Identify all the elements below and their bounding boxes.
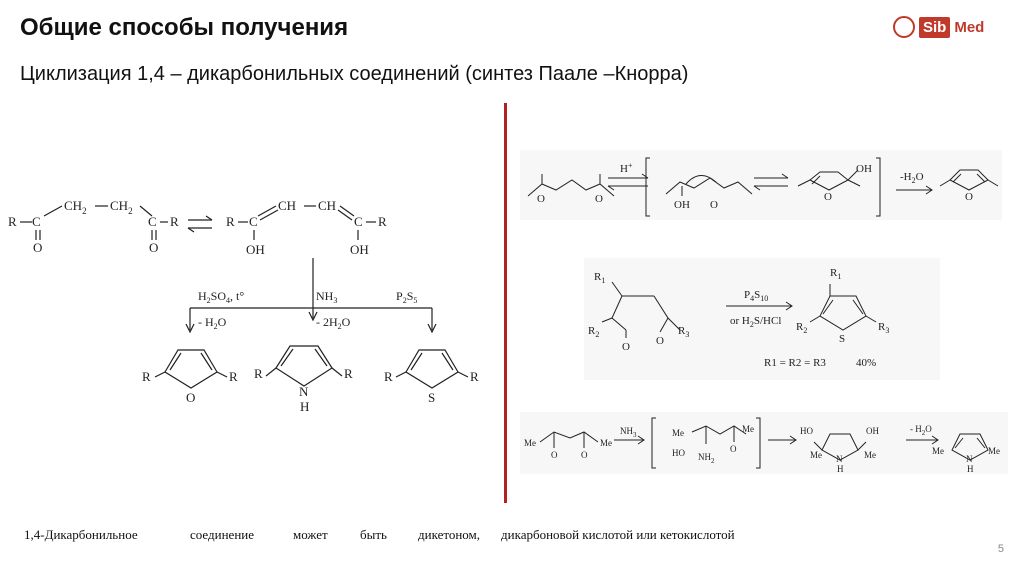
pyr-prod-me2: Me — [988, 446, 1000, 456]
pyr-int-me1: Me — [672, 428, 684, 438]
mech-o3: O — [710, 199, 718, 211]
pyr-prod-h: H — [967, 464, 974, 474]
enol-r-left: R — [226, 214, 235, 229]
pyr-me1: Me — [524, 438, 536, 448]
furan-oxygen: O — [186, 390, 196, 405]
thio-r3: $R_3$ — [678, 325, 690, 339]
thio-alt-reagent: or $H_2S$/HCl — [730, 315, 782, 329]
thio-product-r1: $R_1$ — [830, 267, 842, 281]
furan-r-left: R — [142, 369, 151, 384]
footnote-word-3: может — [293, 527, 328, 542]
branch-mid-elimination: - $2H_2O$ — [316, 315, 351, 331]
thio-o1: O — [622, 341, 630, 353]
mech-o5: O — [965, 191, 973, 203]
sibmed-logo — [893, 16, 984, 38]
pyrrole-nitrogen: N — [299, 384, 309, 399]
mech-oh: OH — [674, 199, 690, 211]
panel-furan-mechanism — [520, 150, 1002, 220]
pyr-hemi-me1: Me — [810, 450, 822, 460]
pyr-elim: - $H_2O$ — [910, 424, 932, 437]
pyr-prod-me1: Me — [932, 446, 944, 456]
thio-product-r3: $R_3$ — [878, 321, 890, 335]
thio-o2: O — [656, 335, 664, 347]
diketone-c1: C — [32, 214, 41, 229]
diketone-r-right: R — [170, 214, 179, 229]
page-number: 5 — [997, 543, 1004, 555]
footnote-word-4: быть — [360, 527, 387, 542]
thio-product-s: S — [839, 333, 846, 345]
footnote-word-6: дикарбоновой кислотой или кетокислотой — [501, 527, 735, 542]
emblem-icon — [893, 16, 915, 38]
mech-o2: O — [595, 193, 603, 205]
pyr-hemi-n: N — [836, 454, 843, 464]
pyr-int-me2: Me — [742, 424, 754, 434]
diketone-o1: O — [33, 240, 43, 255]
pyr-hemi-ho: HO — [800, 426, 813, 436]
mech-o1: O — [537, 193, 545, 205]
diketone-ch2-b: $CH_2$ — [110, 198, 133, 216]
thiophene-sulfur: S — [428, 390, 436, 405]
thiophene-synthesis-diagram — [584, 258, 940, 380]
page-title: Общие способы получения — [20, 14, 349, 41]
branch-mid-reagent: $NH_3$ — [316, 289, 338, 305]
pyr-int-nh2: $NH_2$ — [698, 452, 715, 465]
furan-mechanism-diagram — [520, 150, 1002, 220]
mech-minus-water: $-H_2O$ — [900, 171, 924, 185]
pyrrole-synthesis-diagram — [520, 412, 1008, 474]
thio-yield: 40% — [856, 357, 877, 369]
mech-o4: O — [824, 191, 832, 203]
pyr-reagent: $NH_3$ — [620, 426, 637, 439]
enol-ch-a: CH — [278, 198, 297, 213]
pyr-prod-n: N — [966, 454, 973, 464]
thio-r1: $R_1$ — [594, 271, 606, 285]
pyr-hemi-h: H — [837, 464, 844, 474]
logo-part-med: Med — [954, 18, 985, 36]
logo-part-sib: Sib — [919, 17, 950, 38]
mech-acid: H+ — [620, 161, 633, 175]
panel-pyrrole-synthesis — [520, 412, 1008, 474]
pyr-o1: O — [551, 450, 558, 460]
thiophene-r-right: R — [470, 369, 479, 384]
diketone-r-left: R — [8, 214, 17, 229]
thio-r2: $R_2$ — [588, 325, 600, 339]
thio-product-r2: $R_2$ — [796, 321, 808, 335]
diketone-o2: O — [149, 240, 159, 255]
pyrrole-r-left: R — [254, 366, 263, 381]
furan-r-right: R — [229, 369, 238, 384]
enol-c1: C — [249, 214, 258, 229]
branch-left-reagent: $H_2SO_4$, t° — [198, 289, 245, 305]
enol-ch-b: CH — [318, 198, 337, 213]
footnote-word-5: дикетоном, — [418, 527, 481, 542]
footnote-word-1: 1,4-Дикарбонильное — [24, 527, 138, 542]
thio-reagent: $P_4S_{10}$ — [744, 289, 769, 303]
branch-right-reagent: $P_2S_5$ — [396, 289, 418, 305]
enol-oh1: OH — [246, 242, 265, 257]
enol-r-right: R — [378, 214, 387, 229]
pyr-me2: Me — [600, 438, 612, 448]
mech-oh2: OH — [856, 163, 872, 175]
enol-c4: C — [354, 214, 363, 229]
branch-left-elimination: - $H_2O$ — [198, 315, 227, 331]
pyrrole-nh-h: H — [300, 399, 310, 414]
pyr-int-ho: HO — [672, 448, 685, 458]
diketone-ch2-a: $CH_2$ — [64, 198, 87, 216]
thiophene-r-left: R — [384, 369, 393, 384]
pyr-hemi-me2: Me — [864, 450, 876, 460]
footnote-word-2: соединение — [190, 527, 255, 542]
pyrrole-r-right: R — [344, 366, 353, 381]
paal-knorr-general-scheme — [0, 180, 500, 420]
enol-oh2: OH — [350, 242, 369, 257]
pyr-hemi-oh: OH — [866, 426, 879, 436]
diketone-c4: C — [148, 214, 157, 229]
vertical-divider — [504, 103, 507, 503]
pyr-o2: O — [581, 450, 588, 460]
thio-equation: R1 = R2 = R3 — [764, 357, 826, 369]
page-subtitle: Циклизация 1,4 – дикарбонильных соединений (синтез Паале –Кнорра) — [20, 63, 689, 85]
panel-thiophene-synthesis — [584, 258, 940, 380]
pyr-int-o: O — [730, 444, 737, 454]
